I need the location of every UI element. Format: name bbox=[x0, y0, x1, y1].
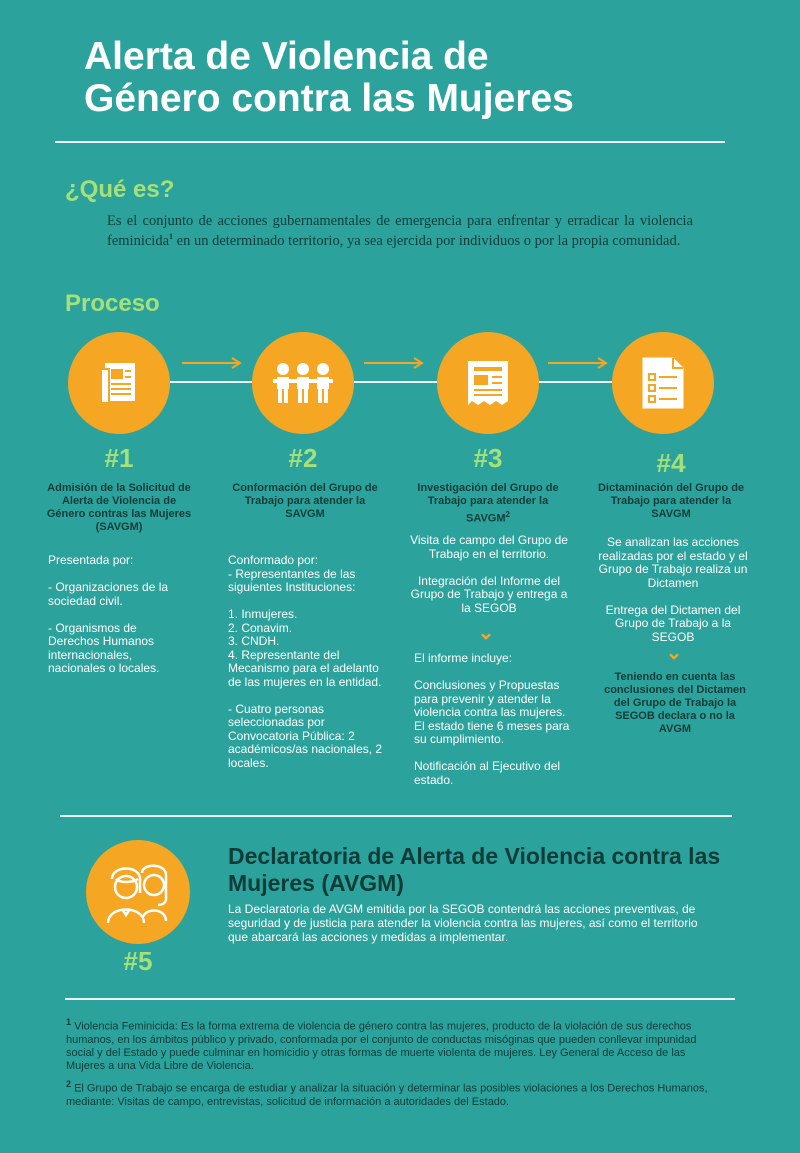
document-icon bbox=[93, 357, 145, 409]
step-3-circle bbox=[437, 332, 539, 434]
step-4-body: Se analizan las acciones realizadas por el estado y el Grupo de Trabajo realiza un Dictamen Entrega del Dictamen del Grupo de Trabajo a la SEGOB bbox=[598, 535, 748, 644]
step-4-circle bbox=[612, 332, 714, 434]
step-3-number: #3 bbox=[473, 443, 503, 473]
step-5-number: #5 bbox=[123, 946, 153, 976]
que-es-heading: ¿Qué es? bbox=[65, 176, 175, 203]
arrow-right-icon bbox=[546, 355, 610, 371]
que-es-text-after: en un determinado territorio, ya sea ejercida por individuos o por la propia comunidad. bbox=[173, 232, 681, 249]
declaratoria-body: La Declaratoria de AVGM emitida por la SEGOB contendrá las acciones preventivas, de seguridad y de justicia para atender la violencia contra las mujeres, así como el territorio que abarcará las acciones y medidas a implementar. bbox=[228, 902, 698, 944]
step-1-body: Presentada por: - Organizaciones de la sociedad civil. - Organismos de Derechos Humanos internacionales, nacionales o locales. bbox=[48, 553, 169, 675]
footnote-1-mark: 1 bbox=[66, 1017, 72, 1027]
divider-middle bbox=[60, 815, 732, 817]
step-2-number: #2 bbox=[288, 443, 318, 473]
step-5-circle bbox=[86, 840, 190, 944]
step-1-title: Admisión de la Solicitud de Alerta de Violencia de Género contras las Mujeres (SAVGM) bbox=[46, 482, 192, 533]
divider-top bbox=[55, 141, 725, 143]
group-icon bbox=[271, 361, 335, 405]
step-3-title bbox=[413, 482, 563, 526]
checklist-icon bbox=[639, 354, 687, 412]
step-2-title: Conformación del Grupo de Trabajo para atender la SAVGM bbox=[232, 482, 378, 520]
title-line-2: Género contra las Mujeres bbox=[84, 77, 574, 120]
divider-bottom bbox=[65, 998, 735, 1000]
footnote-2 bbox=[66, 1078, 716, 1109]
arrow-right-icon bbox=[362, 355, 426, 371]
step-2-circle bbox=[252, 332, 354, 434]
que-es-text bbox=[107, 213, 693, 249]
step-1-number: #1 bbox=[104, 443, 134, 473]
title-line-1: Alerta de Violencia de bbox=[84, 35, 489, 78]
process-line bbox=[120, 381, 680, 383]
footnote-2-mark: 2 bbox=[66, 1079, 72, 1089]
women-icon bbox=[102, 859, 174, 925]
step-1-circle bbox=[68, 332, 170, 434]
footnote-1 bbox=[66, 1016, 716, 1073]
step-4-title: Dictaminación del Grupo de Trabajo para atender la SAVGM bbox=[597, 482, 745, 520]
receipt-icon bbox=[464, 357, 512, 409]
declaratoria-title: Declaratoria de Alerta de Violencia contra las Mujeres (AVGM) bbox=[228, 843, 721, 896]
step-2-body: Conformado por: - Representantes de las siguientes Instituciones: 1. Inmujeres. 2. Conavim. 3. CNDH. 4. Representante del Mecanismo para el adelanto de las mujeres en la entidad. - Cuatro personas seleccionadas por Convocatoria Pública: 2 académicos/as nacionales, 2 locales. bbox=[228, 553, 383, 770]
chevron-down-icon: ⌄ bbox=[665, 642, 683, 664]
footnote-ref-1: 1 bbox=[169, 232, 174, 241]
step-3-body-bottom: El informe incluye: Conclusiones y Propuestas para prevenir y atender la violencia contra las mujeres. El estado tiene 6 meses para su cumplimiento. Notificación al Ejecutivo del estado. bbox=[414, 651, 570, 787]
step-4-number: #4 bbox=[656, 448, 686, 478]
page-title bbox=[84, 36, 574, 120]
footnote-1-text: Violencia Feminicida: Es la forma extrema de violencia de género contra las mujeres, producto de la violación de sus derechos humanos, en los ámbitos público y privado, conformada por el conjunto de conductas misóginas que pueden conllevar impunidad social y del Estado y puede culminar en homicidio y otras formas de muerte violenta de mujeres. Ley General de Acceso de las Mujeres a una Vida Libre de Violencia. bbox=[66, 1020, 697, 1072]
step-3-title-text: Investigación del Grupo de Trabajo para atender la SAVGM bbox=[417, 482, 559, 525]
chevron-down-icon: ⌄ bbox=[477, 622, 495, 644]
footnote-2-text: El Grupo de Trabajo se encarga de estudiar y analizar la situación y determinar las posibles violaciones a los Derechos Humanos, mediante: Visitas de campo, entrevistas, solicitud de información a autoridades del Estado. bbox=[66, 1082, 708, 1108]
arrow-right-icon bbox=[180, 355, 244, 371]
step-4-conclusion: Teniendo en cuenta las conclusiones del Dictamen del Grupo de Trabajo la SEGOB declara o no la AVGM bbox=[604, 671, 746, 735]
que-es-text-before: Es el conjunto de acciones gubernamentales de emergencia para enfrentar y erradicar la violencia feminicida bbox=[107, 213, 693, 249]
proceso-heading: Proceso bbox=[65, 290, 160, 317]
step-3-body-top: Visita de campo del Grupo de Trabajo en el territorio. Integración del Informe del Grupo de Trabajo y entrega a la SEGOB bbox=[410, 533, 568, 615]
footnote-ref-2: 2 bbox=[505, 510, 510, 519]
